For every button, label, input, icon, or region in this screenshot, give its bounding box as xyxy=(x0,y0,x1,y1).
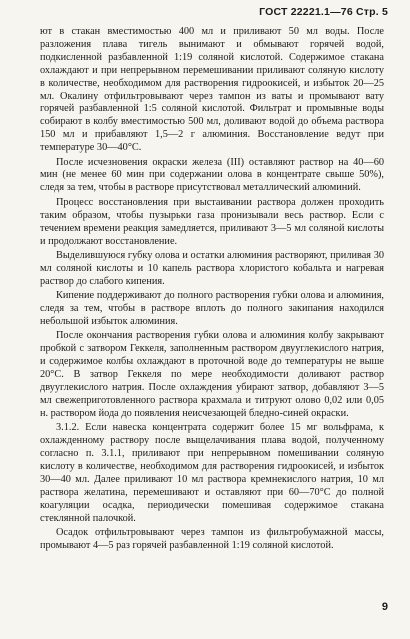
paragraph: 3.1.2. Если навеска концентрата содержит более 15 мг вольфрама, к охлажденному раствору после выщелачивания плава водой, полученному согласно п. 3.1.1, приливают при непрерывном помешивании соляную кислоту в количестве, необходимом для растворения гидроокисей, и избыток 30—40 мл. Далее приливают 10 мл раствора кремнекислого натрия, 10 мл раствора желатина, перемешивают и оставляют при 60—70°С до полной коагуляции осадка, периодически помешивая содержимое стакана стеклянной палочкой. xyxy=(40,422,384,524)
paragraph: ют в стакан вместимостью 400 мл и приливают 50 мл воды. После разложения плава тигель вынимают и обмывают горячей водой, подкисленной разбавленной 1:19 соляной кислотой. Содержимое стакана охлаждают и при непрерывном перемешивании приливают соляную кислоту в количестве, необходимом для растворения гидроокисей, и избыток 20—25 мл. Окалину отфильтровывают через тампон из ваты и промывают вату горячей разбавленной 1:5 соляной кислотой. Фильтрат и промывные воды собирают в колбу вместимостью 500 мл, доливают водой до объема раствора 150 мл и прибавляют 1,5—2 г алюминия. Восстановление ведут при температуре 30—40°С. xyxy=(40,26,384,154)
paragraph: Кипение поддерживают до полного растворения губки олова и алюминия, следя за тем, чтобы в растворе вплоть до полного закипания находился небольшой избыток алюминия. xyxy=(40,290,384,327)
page-number: 9 xyxy=(381,601,388,613)
paragraph: После исчезновения окраски железа (III) оставляют раствор на 40—60 мин (не менее 60 мин при содержании олова в концентрате свыше 50%), следя за тем, чтобы в растворе присутствовал металлический алюминий. xyxy=(40,156,384,194)
paragraph: Выделившуюся губку олова и остатки алюминия растворяют, приливая 30 мл соляной кислоты и 10 капель раствора хлористого кобальта и нагревая раствор до слабого кипения. xyxy=(40,249,384,287)
body-text xyxy=(40,26,384,554)
page-header: ГОСТ 22221.1—76 Стр. 5 xyxy=(259,6,388,18)
paragraph: Осадок отфильтровывают через тампон из фильтробумажной массы, промывают 4—5 раз горячей разбавленной 1:19 соляной кислотой. xyxy=(40,526,384,551)
paragraph: Процесс восстановления при выстаивании раствора должен проходить таким образом, чтобы пузырьки газа пронизывали весь раствор. Если с течением времени реакция замедляется, приливают 3—5 мл соляной кислоты и продолжают восстановление. xyxy=(40,196,384,247)
paragraph: После окончания растворения губки олова и алюминия колбу закрывают пробкой с затвором Геккеля, заполненным раствором двууглекислого натрия, и содержимое колбы охлаждают в проточной воде до температуры не выше 20°С. В затвор Геккеля по мере необходимости доливают раствор двууглекислого натрия. После охлаждения убирают затвор, добавляют 3—5 мл свежеприготовленного раствора крахмала и титруют олово 0,02 или 0,05 н. раствором йода до появления неисчезающей бледно-синей окраски. xyxy=(40,330,384,419)
